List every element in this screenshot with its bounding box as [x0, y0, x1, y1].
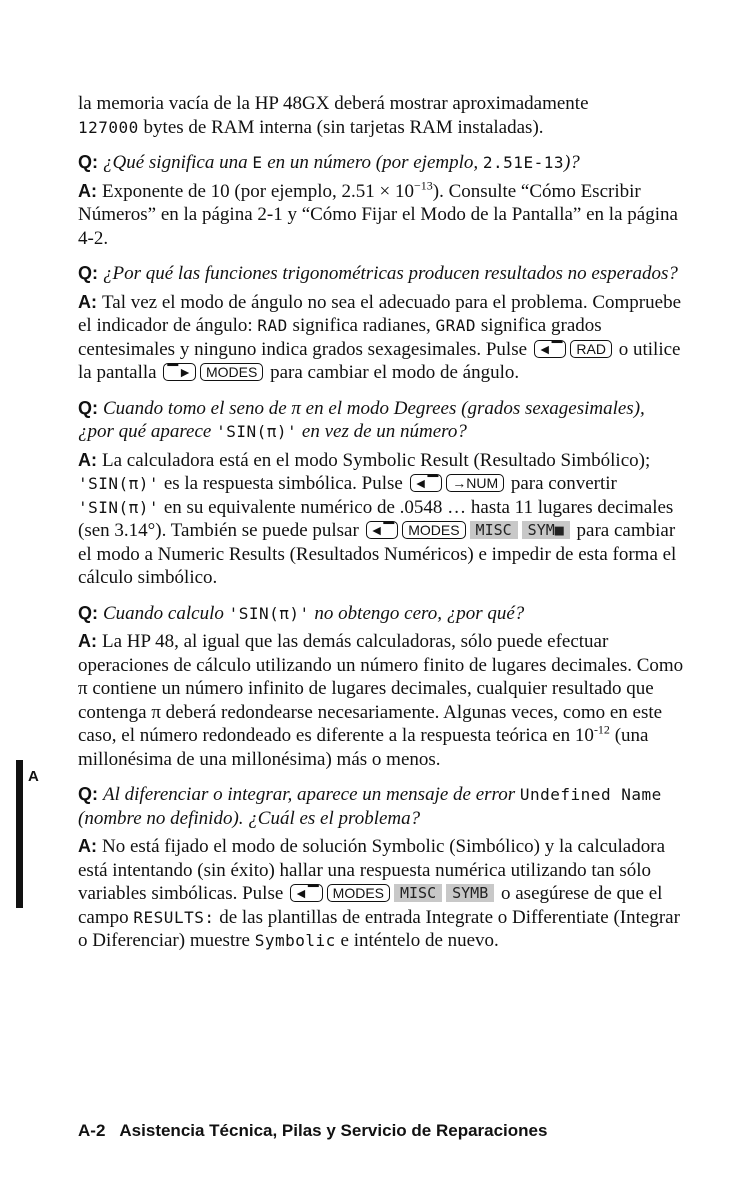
code-text: 'SIN(π)' [78, 474, 160, 493]
answer-text: La HP 48, al igual que las demás calculadoras, sólo puede efectuar operaciones de cálculo utilizando un número finito de lugares decimales. Como π contiene un número infinito de lugares decimales, cualquier resultado que contenga π deberá redondearse necesariamente. Algunas veces, como en este caso, el número redondeado es diferente a la respuesta teórica en 10 [78, 631, 684, 746]
rad-key: RAD [570, 340, 612, 358]
q-label: Q: [78, 602, 98, 623]
answer [78, 449, 684, 590]
question-text: ¿Qué significa una [103, 152, 253, 173]
answer-text: La calculadora está en el modo Symbolic Result (Resultado Simbólico); [102, 449, 651, 471]
question-text: Al diferenciar o integrar, aparece un mensaje de error [103, 784, 520, 805]
answer [78, 291, 684, 385]
answer-text: para convertir [506, 473, 617, 494]
answer-text: en su equivalente numérico de .0548 … hasta 11 lugares decimales (sen 3.14°). También se puede pulsar [78, 496, 674, 541]
qa-undefined-name [78, 783, 684, 953]
answer [78, 180, 684, 251]
modes-key: MODES [200, 363, 263, 381]
a-label: A: [78, 180, 97, 201]
results-field-label: RESULTS: [133, 907, 215, 927]
left-shift-key-icon: ◄▔ [410, 474, 443, 492]
intro-text-2: bytes de RAM interna (sin tarjetas RAM instaladas). [138, 116, 544, 138]
page-footer [78, 1121, 547, 1141]
question-text: Cuando tomo el seno de π en el modo Degrees (grados sexagesimales), ¿por qué aparece [78, 397, 645, 442]
a-label: A: [78, 836, 97, 856]
q-label: Q: [78, 152, 98, 172]
left-shift-key-icon: ◄▔ [366, 521, 399, 539]
question [78, 783, 684, 830]
answer-text: (una millonésima de una millonésima) más o menos. [78, 725, 649, 770]
answer-text: para cambiar el modo a Numeric Results (Resultados Numéricos) e impedir de esta forma el cálculo simbólico. [78, 520, 677, 588]
qa-exponent [78, 151, 684, 250]
modes-key: MODES [402, 521, 465, 539]
qa-sin-degrees [78, 397, 684, 590]
question [78, 262, 684, 286]
symbolic-value: Symbolic [254, 931, 336, 950]
a-label: A: [78, 291, 97, 312]
code-text: 'SIN(π)' [228, 603, 310, 623]
exponent: -12 [593, 722, 610, 737]
section-tab-bar [16, 760, 23, 908]
answer-text: significa grados centesimales y ninguno indica grados sexagesimales. Pulse [78, 315, 602, 360]
question-text: en vez de un número? [297, 421, 467, 442]
misc-softkey: MISC [394, 884, 442, 902]
right-shift-key-icon: ▔► [163, 363, 196, 381]
answer-text: es la respuesta simbólica. Pulse [159, 473, 408, 494]
code-text: 'SIN(π)' [78, 497, 160, 517]
question-text: (nombre no definido). ¿Cuál es el problema? [78, 807, 421, 829]
grad-annunciator: GRAD [435, 316, 477, 335]
intro-paragraph [78, 92, 684, 139]
answer-text: significa radianes, [287, 315, 436, 336]
page-number: A-2 [78, 1121, 106, 1140]
answer [78, 835, 684, 953]
answer-text: e inténtelo de nuevo. [335, 930, 499, 951]
question-text: Cuando calculo [103, 602, 229, 624]
q-label: Q: [78, 397, 98, 418]
section-tab-letter: A [28, 768, 39, 785]
to-num-key: →NUM [446, 474, 504, 492]
page-body [78, 92, 684, 953]
question-text: )? [563, 152, 580, 173]
left-shift-key-icon: ◄▔ [534, 340, 567, 358]
answer-text: o asegúrese de que el campo [78, 883, 663, 928]
misc-softkey: MISC [470, 521, 518, 539]
answer-text: ). Consulte “Cómo Escribir Números” en la página 2-1 y “Cómo Fijar el Modo de la Pantalla” en la página 4-2. [78, 180, 678, 249]
intro-text: la memoria vacía de la HP 48GX deberá mostrar aproximadamente [78, 93, 589, 114]
question [78, 397, 684, 444]
rad-annunciator: RAD [257, 316, 288, 335]
modes-key: MODES [327, 884, 390, 902]
intro-bytes-value: 127000 [78, 117, 139, 137]
exponent: −13 [414, 178, 433, 193]
answer-text: Tal vez el modo de ángulo no sea el adecuado para el problema. Compruebe el indicador de ángulo: [78, 291, 681, 336]
question [78, 602, 684, 626]
a-label: A: [78, 449, 97, 470]
answer-text: de las plantillas de entrada Integrate o Differentiate (Integrar o Diferenciar) muestre [78, 906, 680, 951]
q-label: Q: [78, 784, 98, 804]
answer-text: para cambiar el modo de ángulo. [265, 362, 520, 383]
answer-text: No está fijado el modo de solución Symbolic (Simbólico) y la calculadora está intentando (sin éxito) hallar una respuesta numérica utilizando tan sólo variables simbólicas. Pulse [78, 836, 666, 904]
question-text: no obtengo cero, ¿por qué? [309, 602, 525, 624]
code-text: E [252, 153, 263, 172]
answer [78, 630, 684, 771]
code-text: 2.51E-13 [482, 153, 564, 172]
qa-sin-pi [78, 602, 684, 772]
question-text: en un número (por ejemplo, [262, 152, 483, 173]
error-message-text: Undefined Name [519, 785, 662, 804]
question-text: ¿Por qué las funciones trigonométricas producen resultados no esperados? [103, 263, 678, 284]
question [78, 151, 684, 175]
a-label: A: [78, 631, 97, 651]
answer-text: o utilice la pantalla [78, 338, 681, 383]
q-label: Q: [78, 263, 98, 283]
symb-softkey: SYMB [446, 884, 494, 902]
chapter-title: Asistencia Técnica, Pilas y Servicio de Reparaciones [119, 1121, 548, 1140]
answer-text: Exponente de 10 (por ejemplo, 2.51 × 10 [102, 180, 415, 202]
qa-trig [78, 262, 684, 385]
code-text: 'SIN(π)' [216, 422, 298, 441]
sym-softkey: SYM■ [522, 521, 570, 539]
left-shift-key-icon: ◄▔ [290, 884, 323, 902]
